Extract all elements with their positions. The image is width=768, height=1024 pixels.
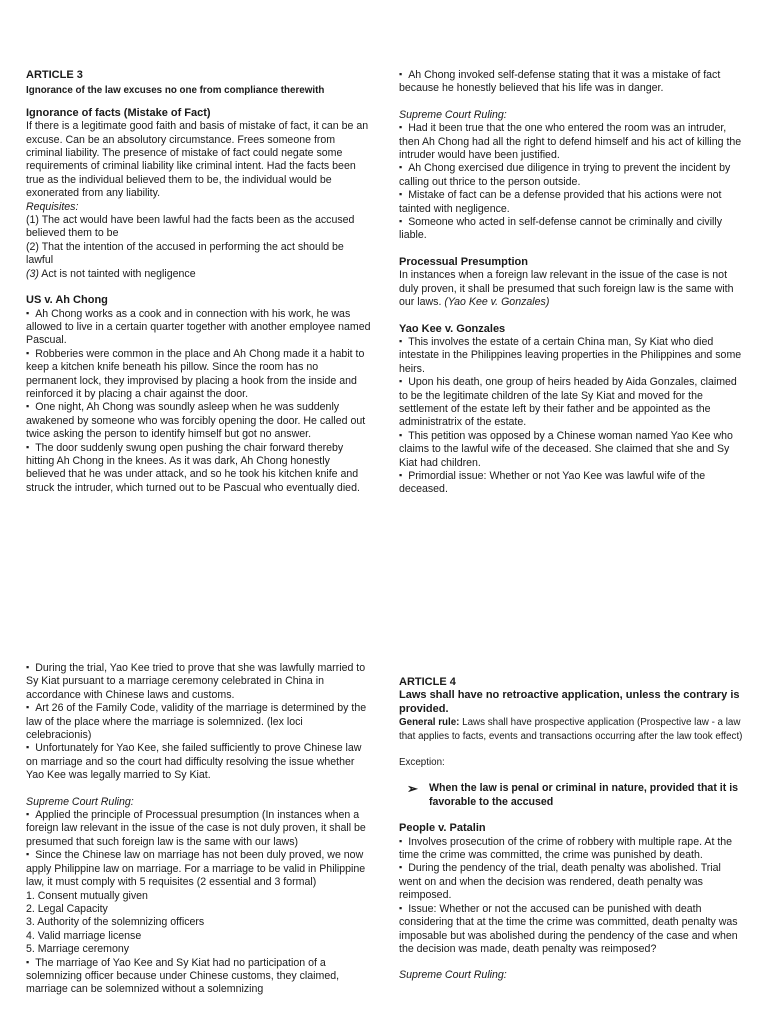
list-item: ▪ Upon his death, one group of heirs headed by Aida Gonzales, claimed to be the legitimate children of the late Sy Kiat and moved for the settlement of the estate left by their father and be appointed as the administratrix of the estate. [399,376,744,430]
mistake-of-fact-body: If there is a legitimate good faith and basis of mistake of fact, it can be an excuse. Can be an absolutory circumstance. Frees someone from criminal liability. The presence of mistake of fact could negate some requirements of criminal liability like criminal intent. Had the facts been true as the individual believed them to be, the individual would be exonerated from any liability. [26,120,369,200]
marriage-requisite: 2. Legal Capacity [26,902,108,915]
mistake-of-fact-heading: Ignorance of facts (Mistake of Fact) [26,106,211,119]
marriage-requisite: 5. Marriage ceremony [26,943,130,956]
requisite-2: (2) That the intention of the accused in performing the act should be lawful [26,240,344,267]
list-item: ▪ Applied the principle of Processual presumption (In instances when a foreign law relevant in the issue of the case is not duly proven, it shall be presumed that such foreign law is the same with our laws) [26,809,371,849]
processual-presumption-heading: Processual Presumption [399,255,528,268]
supreme-court-ruling-label: Supreme Court Ruling: [399,969,507,982]
list-item: ▪ During the trial, Yao Kee tried to prove that she was lawfully married to Sy Kiat pursuant to a marriage ceremony celebrated in China in accordance with Chinese laws and customs. [26,662,371,702]
list-item: ▪ This involves the estate of a certain China man, Sy Kiat who died intestate in the Philippines leaving properties in the Philippines and some heirs. [399,336,744,376]
article-3-subtitle: Ignorance of the law excuses no one from compliance therewith [26,85,325,97]
article-4-title: ARTICLE 4 [399,676,456,688]
exception-item-text: When the law is penal or criminal in nature, provided that it is favorable to the accused [429,782,739,808]
list-item: ▪ Ah Chong works as a cook and in connection with his work, he was allowed to live in a certain quarter together with another employee named Pascual. [26,308,371,348]
processual-presumption-body [399,269,744,309]
list-item: ▪ Primordial issue: Whether or not Yao Kee was lawful wife of the deceased. [399,470,744,497]
exception-label: Exception: [399,757,445,769]
requisite-3 [26,268,371,281]
exception-item [407,782,744,809]
case-heading-patalin: People v. Patalin [399,822,486,835]
case-heading-yao-kee: Yao Kee v. Gonzales [399,322,506,335]
arrow-bullet-icon: ➢ [407,781,418,797]
general-rule-label: General rule: [399,717,460,729]
list-item: ▪ One night, Ah Chong was soundly asleep when he was suddenly awakened by someone who was forcibly opening the door. He called out twice asking the person to identify himself but got no answer. [26,401,371,441]
list-item: ▪ Robberies were common in the place and Ah Chong made it a habit to keep a kitchen knife beneath his pillow. Since the room has no permanent lock, they improvised by placing a hook from the inside and reinforced it by placing a chair against the door. [26,348,371,402]
general-rule [399,716,744,743]
requisites-label: Requisites: [26,200,79,213]
list-item: ▪ The door suddenly swung open pushing the chair forward thereby hitting Ah Chong in the knees. As it was dark, Ah Chong honestly believed that he was under attack, and so he took his kitchen knife and struck the intruder, which turned out to be Pascual who eventually died. [26,442,371,496]
case-heading-ah-chong: US v. Ah Chong [26,294,108,307]
list-item: ▪ Mistake of fact can be a defense provided that his actions were not tainted with negligence. [399,189,744,216]
list-item: ▪ Involves prosecution of the crime of robbery with multiple rape. At the time the crime was committed, the crime was punished by death. [399,836,744,863]
list-item: ▪ Since the Chinese law on marriage has not been duly proved, we now apply Philippine law on marriage. For a marriage to be valid in Philippine law, it must comply with 5 requisites (2 essential and 3 formal) [26,849,371,889]
supreme-court-ruling-label: Supreme Court Ruling: [399,108,507,121]
supreme-court-ruling-label: Supreme Court Ruling: [26,795,134,808]
list-item: ▪ Issue: Whether or not the accused can be punished with death considering that at the time the crime was committed, death penalty was imposable but was abolished during the pendency of the case and when the decision was made, death penalty was reimposed? [399,903,744,957]
processual-presumption-cite: (Yao Kee v. Gonzales) [444,296,550,309]
list-item: ▪ Ah Chong exercised due diligence in trying to prevent the incident by calling out thrice to the person outside. [399,162,744,189]
list-item: ▪ The marriage of Yao Kee and Sy Kiat had no participation of a solemnizing officer because under Chinese customs, they claimed, marriage can be solemnized without a solemnizing [26,957,371,997]
requisite-3-text: Act is not tainted with negligence [38,267,196,280]
marriage-requisite: 1. Consent mutually given [26,889,148,902]
article-3-title: ARTICLE 3 [26,69,83,81]
marriage-requisite: 4. Valid marriage license [26,929,142,942]
list-item: ▪ Ah Chong invoked self-defense stating that it was a mistake of fact because he honestly believed that his life was in danger. [399,69,744,96]
list-item: ▪ Art 26 of the Family Code, validity of the marriage is determined by the law of the place where the marriage is solemnized. (lex loci celebracionis) [26,702,371,742]
page2-left-column [26,662,371,997]
list-item: ▪ Someone who acted in self-defense cannot be criminally and civilly liable. [399,216,744,243]
general-rule-text: Laws shall have prospective application (Prospective law - a law that applies to facts, events and transactions occurring after the law took effect) [399,717,743,742]
requisite-1: (1) The act would have been lawful had the facts been as the accused believed them to be [26,214,355,240]
requisite-3-number: (3) [26,267,39,280]
list-item: ▪ This petition was opposed by a Chinese woman named Yao Kee who claims to the lawful wife of the deceased. She claimed that she and Sy Kiat had children. [399,430,744,470]
marriage-requisite: 3. Authority of the solemnizing officers [26,916,205,929]
article-4-subtitle: Laws shall have no retroactive application, unless the contrary is provided. [399,689,740,715]
page2-right-column [399,676,744,983]
list-item: ▪ During the pendency of the trial, death penalty was abolished. Trial went on and when the decision was rendered, death penalty was reimposed. [399,862,744,902]
processual-presumption-text: In instances when a foreign law relevant in the issue of the case is not duly proven, it shall be presumed that such foreign law is the same with our laws. [399,269,734,309]
page-divider [0,607,768,608]
page1-right-column [399,69,744,497]
list-item: ▪ Unfortunately for Yao Kee, she failed sufficiently to prove Chinese law on marriage and so the court had difficulty resolving the issue whether Yao Kee was legally married to Sy Kiat. [26,742,371,782]
page1-left-column [26,69,371,495]
list-item: ▪ Had it been true that the one who entered the room was an intruder, then Ah Chong had all the right to defend himself and his act of killing the intruder would have been justified. [399,122,744,162]
